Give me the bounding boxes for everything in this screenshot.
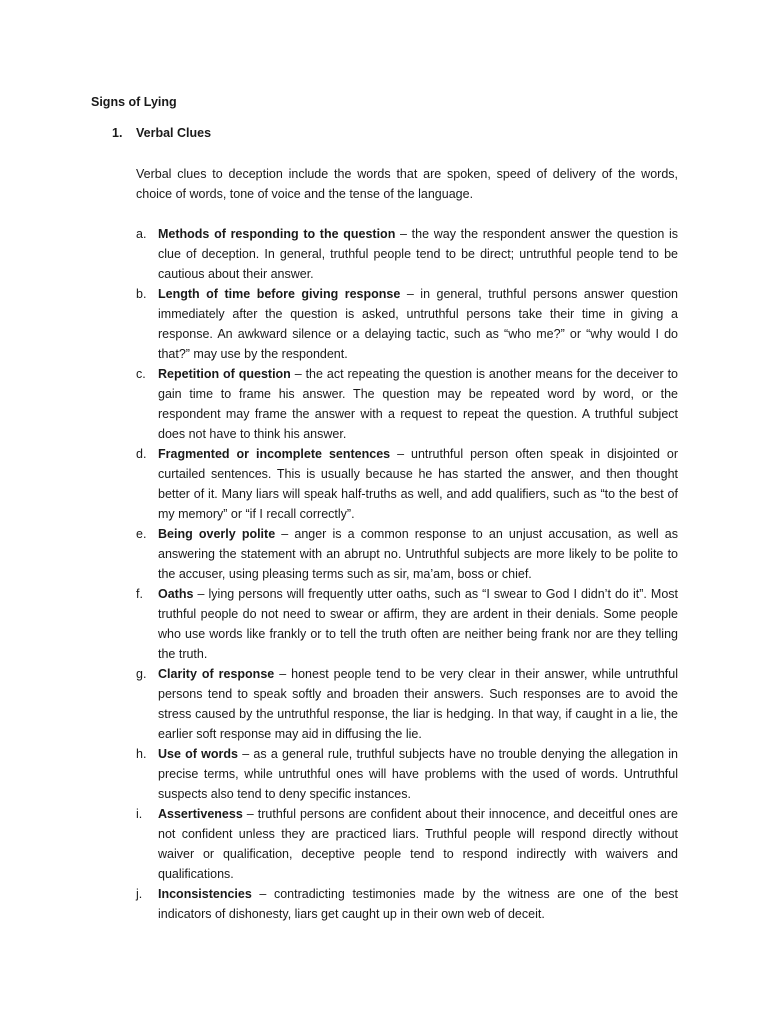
list-item: [136, 804, 678, 884]
list-item-letter: b.: [136, 287, 147, 301]
list-item-term: Being overly polite: [158, 527, 276, 541]
list-item-term: Use of words: [158, 747, 238, 761]
list-item: [136, 364, 678, 444]
section-heading: [112, 125, 211, 142]
list-item-text: – honest people tend to be very clear in their answer, while untruthful persons tend to speak softly and broaden their answers. Such responses are to avoid the stress caused by the untruthful response, the liar is hedging. In that way, if caught in a lie, the earlier soft response may aid in diffusing the lie.: [158, 667, 678, 741]
list-item: [136, 584, 678, 664]
list-item-letter: j.: [136, 887, 143, 901]
list-item-letter: c.: [136, 367, 146, 381]
list-item-text: – lying persons will frequently utter oaths, such as “I swear to God I didn’t do it”. Most truthful people do not need to swear or affirm, they are ardent in their denials. Some people who use words like frankly or to tell the truth often are neither being frank nor are they telling the truth.: [158, 587, 678, 661]
list-item: [136, 744, 678, 804]
list-item-text: – truthful persons are confident about their innocence, and deceitful ones are not confident unless they are practiced liars. Truthful people will respond directly without waiver or qualification, deceptive people tend to respond indirectly with waivers and qualifications.: [158, 807, 678, 881]
list-item-letter: f.: [136, 587, 143, 601]
section-heading-text: Verbal Clues: [136, 126, 212, 140]
list-item-term: Inconsistencies: [158, 887, 252, 901]
clue-list: [136, 224, 678, 924]
list-item-term: Fragmented or incomplete sentences: [158, 447, 391, 461]
list-item-letter: a.: [136, 227, 147, 241]
list-item: [136, 884, 678, 924]
list-item: [136, 444, 678, 524]
document-title: Signs of Lying: [91, 95, 177, 109]
list-item-term: Clarity of response: [158, 667, 275, 681]
list-item-letter: e.: [136, 527, 147, 541]
list-item-term: Methods of responding to the question: [158, 227, 396, 241]
list-item-text: – in general, truthful persons answer question immediately after the question is asked, untruthful persons take their time in giving a response. An awkward silence or a delaying tactic, such as “who me?” or “why would I do that?” may use by the respondent.: [158, 287, 678, 361]
list-item-text: – contradicting testimonies made by the witness are one of the best indicators of dishonesty, liars get caught up in their own web of deceit.: [158, 887, 678, 921]
list-item-letter: g.: [136, 667, 147, 681]
list-item: [136, 284, 678, 364]
list-item: [136, 224, 678, 284]
list-item-text: – anger is a common response to an unjust accusation, as well as answering the statement with an abrupt no. Untruthful subjects are more likely to be polite to the accuser, using pleasing terms such as sir, ma’am, boss or chief.: [158, 527, 678, 581]
list-item: [136, 524, 678, 584]
list-item-letter: h.: [136, 747, 147, 761]
section-number: 1.: [112, 126, 123, 140]
list-item-term: Repetition of question: [158, 367, 291, 381]
list-item-term: Length of time before giving response: [158, 287, 401, 301]
section-intro: Verbal clues to deception include the words that are spoken, speed of delivery of the words, choice of words, tone of voice and the tense of the language.: [136, 167, 678, 201]
list-item-text: – as a general rule, truthful subjects have no trouble denying the allegation in precise terms, while untruthful ones will have problems with the used of words. Untruthful suspects also tend to deny specific instances.: [158, 747, 678, 801]
list-item-text: – untruthful person often speak in disjointed or curtailed sentences. This is usually because he has started the answer, and then thought better of it. Many liars will speak half-truths as well, and add qualifiers, such as “to the best of my memory” or “if I recall correctly”.: [158, 447, 678, 521]
list-item-text: – the way the respondent answer the question is clue of deception. In general, truthful people tend to be direct; untruthful people tend to be cautious about their answer.: [158, 227, 678, 281]
list-item-term: Oaths: [158, 587, 194, 601]
list-item-text: – the act repeating the question is another means for the deceiver to gain time to frame his answer. The question may be repeated word by word, or the respondent may frame the answer with a request to repeat the question. A truthful subject does not have to think his answer.: [158, 367, 678, 441]
list-item-term: Assertiveness: [158, 807, 243, 821]
list-item-letter: d.: [136, 447, 147, 461]
list-item-letter: i.: [136, 807, 143, 821]
list-item: [136, 664, 678, 744]
